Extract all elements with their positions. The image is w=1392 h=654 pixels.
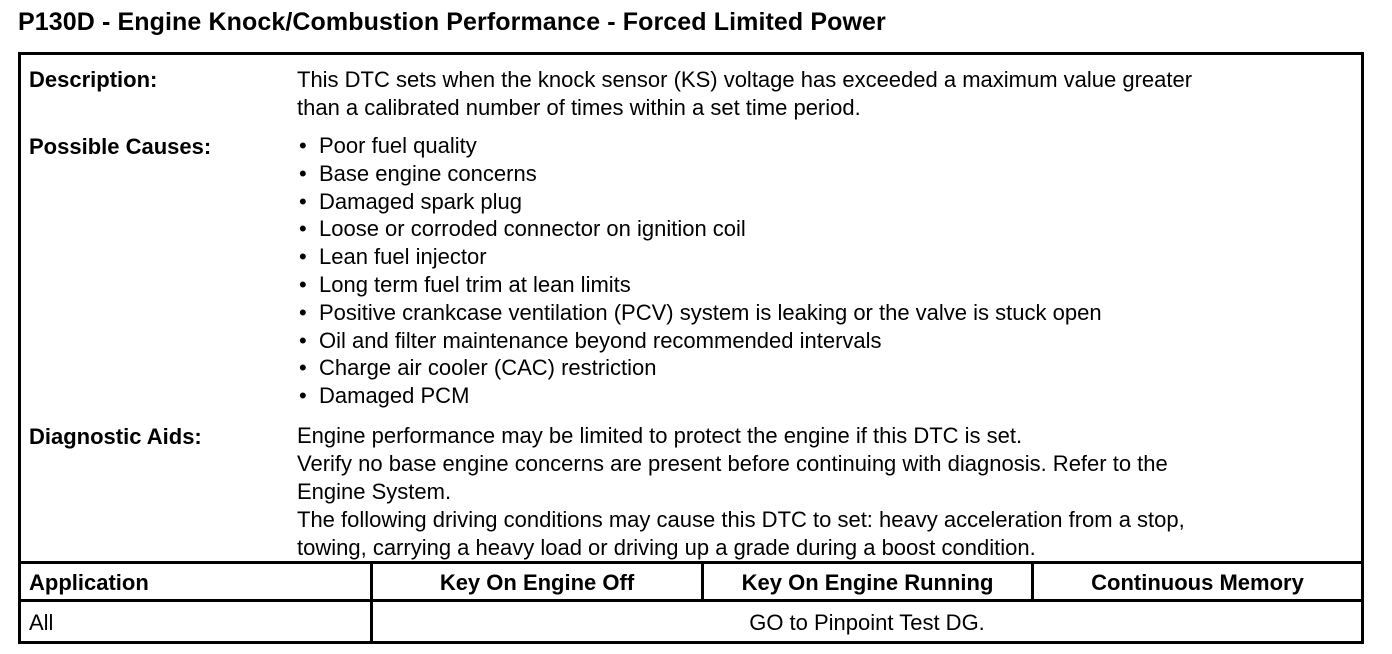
possible-causes-list [297,132,1347,410]
possible-causes-list-container [297,132,1347,410]
description-label: Description: [29,67,158,92]
table-divider [21,561,1361,564]
table-header-continuous-memory: Continuous Memory [1091,570,1304,595]
list-item: • Poor fuel quality [297,132,1347,160]
diagnostic-aids-line: The following driving conditions may cause this DTC to set: heavy acceleration from a stop, [297,507,1185,532]
table-cell-application: All [29,610,54,635]
diagnostic-aids-text [297,422,1347,562]
list-item: • Loose or corroded connector on ignition coil [297,215,1347,243]
page-title: P130D - Engine Knock/Combustion Performance - Forced Limited Power [18,8,886,36]
application-table [21,561,1361,641]
description-line: than a calibrated number of times within a set time period. [297,95,861,120]
description-line: This DTC sets when the knock sensor (KS) voltage has exceeded a maximum value greater [297,67,1193,92]
diagnostic-aids-line: Engine performance may be limited to protect the engine if this DTC is set. [297,423,1023,448]
table-header-koer: Key On Engine Running [741,570,994,595]
list-item: • Base engine concerns [297,160,1347,188]
diagnostic-aids-line: Engine System. [297,479,452,504]
list-item: • Oil and filter maintenance beyond recommended intervals [297,327,1347,355]
diagnostic-aids-line: Verify no base engine concerns are present before continuing with diagnosis. Refer to the [297,451,1168,476]
table-header-application: Application [29,570,149,595]
table-header-koeo: Key On Engine Off [439,570,635,595]
list-item: • Damaged PCM [297,382,1347,410]
list-item: • Lean fuel injector [297,243,1347,271]
table-cell-action: GO to Pinpoint Test DG. [749,610,985,635]
list-item: • Positive crankcase ventilation (PCV) system is leaking or the valve is stuck open [297,299,1347,327]
table-divider [21,599,1361,602]
list-item: • Long term fuel trim at lean limits [297,271,1347,299]
diagnostic-aids-line: towing, carrying a heavy load or driving up a grade during a boost condition. [297,535,1036,560]
list-item: • Charge air cooler (CAC) restriction [297,354,1347,382]
possible-causes-label: Possible Causes: [29,134,212,159]
dtc-info-box [18,52,1364,644]
description-text [297,66,1347,122]
list-item: • Damaged spark plug [297,188,1347,216]
diagnostic-aids-label: Diagnostic Aids: [29,424,202,449]
